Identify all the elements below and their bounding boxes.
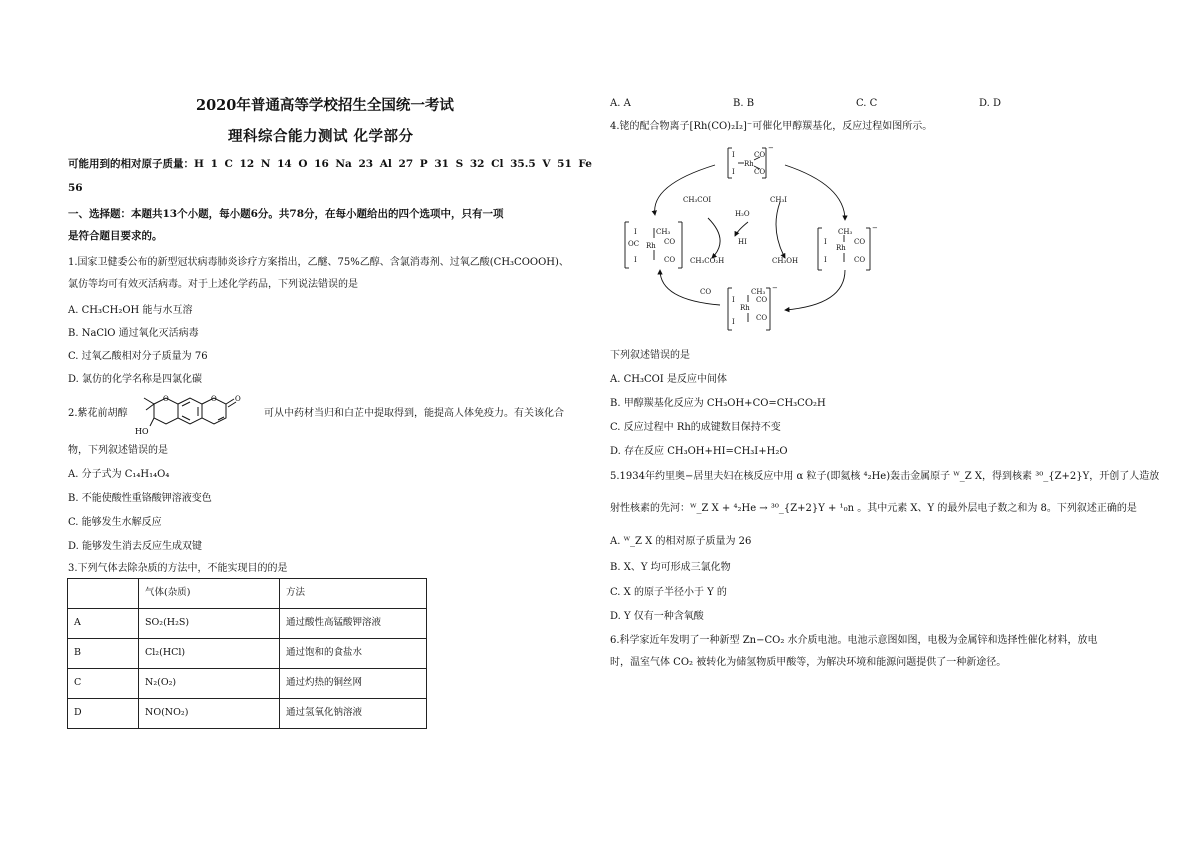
section-heading-line1: 一、选择题：本题共13个小题，每小题6分。共78分，在每小题给出的四个选项中，只有一项: [68, 208, 504, 220]
q3-answer-c: C. C: [856, 98, 878, 109]
catalytic-cycle-diagram: [620, 140, 880, 340]
table-row: [68, 699, 427, 729]
table-cell: C: [68, 669, 139, 699]
table-cell: NO(NO₂): [139, 699, 280, 729]
exam-subtitle: 理科综合能力测试 化学部分: [228, 128, 414, 145]
section-heading-line2: 是符合题目要求的。: [68, 230, 163, 242]
table-cell: 气体(杂质): [139, 579, 280, 609]
table-cell: D: [68, 699, 139, 729]
q5-option-c: C. X 的原子半径小于 Y 的: [610, 587, 727, 598]
carbonyl-ligand-label: CO: [754, 168, 766, 176]
table-cell: 通过灼热的铜丝网: [280, 669, 427, 699]
charge-label: −: [768, 144, 774, 152]
iodide-ligand-label: I: [824, 238, 827, 246]
q5-option-d: D. Y 仅有一种含氧酸: [610, 611, 704, 622]
ring-oxygen-label: O: [163, 395, 169, 403]
carbonyl-ligand-label: CO: [756, 314, 768, 322]
q2-option-b: B. 不能使酸性重铬酸钾溶液变色: [68, 493, 212, 504]
table-cell: SO₂(H₂S): [139, 609, 280, 639]
atomic-masses-line2: 56: [68, 182, 83, 194]
carbonyl-ligand-label: CO: [664, 256, 676, 264]
table-cell: B: [68, 639, 139, 669]
q2-option-a: A. 分子式为 C₁₄H₁₄O₄: [68, 469, 170, 480]
table-cell: A: [68, 609, 139, 639]
iodide-ligand-label: I: [732, 168, 735, 176]
table-row: [68, 669, 427, 699]
q5-stem-line1: 5.1934年约里奥−居里夫妇在核反应中用 α 粒子(即氦核 ⁴₂He)轰击金属原子 ᵂ_Z X，得到核素 ³⁰_{Z+2}Y，开创了人造放: [610, 471, 1160, 482]
exam-title: 2020年普通高等学校招生全国统一考试: [196, 97, 454, 114]
charge-label: −: [772, 284, 778, 292]
iodide-ligand-label: I: [732, 318, 735, 326]
table-cell: Cl₂(HCl): [139, 639, 280, 669]
carbonyl-ligand-label: CO: [754, 151, 766, 159]
rhodium-label: Rh: [836, 244, 846, 252]
q3-answer-d: D. D: [979, 98, 1002, 109]
q4-question-line: 下列叙述错误的是: [610, 350, 690, 361]
q6-stem-line1: 6.科学家近年发明了一种新型 Zn−CO₂ 水介质电池。电池示意图如图，电极为金属锌和选择性催化材料，放电: [610, 635, 1098, 646]
q1-option-d: D. 氯仿的化学名称是四氯化碳: [68, 374, 203, 385]
ch3-group-label: CH₃: [656, 228, 671, 236]
q4-stem: 4.铑的配合物离子[Rh(CO)₂I₂]⁻可催化甲醇羰基化，反应过程如图所示。: [610, 121, 933, 132]
q3-answer-a: A. A: [610, 98, 631, 109]
q3-answer-b: B. B: [733, 98, 755, 109]
q1-option-c: C. 过氧乙酸相对分子质量为 76: [68, 351, 208, 362]
table-header-row: [68, 579, 427, 609]
q2-option-c: C. 能够发生水解反应: [68, 517, 162, 528]
q5-stem-line2: 射性核素的先河：ᵂ_Z X + ⁴₂He → ³⁰_{Z+2}Y + ¹₀n 。其中元素 X、Y 的最外层电子数之和为 8。下列叙述正确的是: [610, 503, 1137, 514]
carbonyl-ligand-label: CO: [854, 256, 866, 264]
q2-stem-continued: 可从中药材当归和白芷中提取得到，能提高人体免疫力。有关该化合: [264, 408, 564, 419]
rhodium-label: Rh: [740, 304, 750, 312]
ch3coi-label: CH₃COI: [683, 196, 712, 204]
carbonyl-ligand-label: CO: [664, 238, 676, 246]
q4-option-a: A. CH₃COI 是反应中间体: [610, 374, 727, 385]
table-cell: 方法: [280, 579, 427, 609]
table-cell: 通过饱和的食盐水: [280, 639, 427, 669]
iodide-ligand-label: I: [634, 228, 637, 236]
carbonyl-ligand-label: CO: [756, 296, 768, 304]
q1-option-b: B. NaClO 通过氧化灭活病毒: [68, 328, 199, 339]
oc-ligand-label: OC: [628, 240, 640, 248]
table-cell: N₂(O₂): [139, 669, 280, 699]
q4-option-b: B. 甲醇羰基化反应为 CH₃OH+CO=CH₃CO₂H: [610, 398, 826, 409]
q2-stem-line2: 物，下列叙述错误的是: [68, 445, 168, 456]
q4-option-c: C. 反应过程中 Rh的成键数目保持不变: [610, 422, 781, 433]
iodide-ligand-label: I: [732, 296, 735, 304]
rhodium-label: Rh: [646, 242, 656, 250]
rhodium-label: Rh: [744, 160, 754, 168]
ch3co2h-label: CH₃CO₂H: [690, 257, 725, 265]
ch3i-label: CH₃I: [770, 196, 788, 204]
table-cell: 通过酸性高锰酸钾溶液: [280, 609, 427, 639]
q1-option-a: A. CH₃CH₂OH 能与水互溶: [68, 305, 193, 316]
atomic-masses-line1: 可能用到的相对原子质量：H 1 C 12 N 14 O 16 Na 23 Al 27 P 31 S 32 Cl 35.5 V 51 Fe: [68, 158, 592, 170]
iodide-ligand-label: I: [732, 151, 735, 159]
q3-stem: 3.下列气体去除杂质的方法中，不能实现目的的是: [68, 563, 288, 574]
hi-label: HI: [738, 238, 747, 246]
carbonyl-ligand-label: CO: [854, 238, 866, 246]
q2-stem-start: 2.紫花前胡醇: [68, 408, 128, 419]
q1-stem-line2: 氯仿等均可有效灭活病毒。对于上述化学药品，下列说法错误的是: [68, 279, 358, 290]
ch3oh-label: CH₃OH: [772, 257, 799, 265]
q2-option-d: D. 能够发生消去反应生成双键: [68, 541, 203, 552]
q5-option-b: B. X、Y 均可形成三氯化物: [610, 562, 731, 573]
table-row: [68, 609, 427, 639]
charge-label: −: [872, 224, 878, 232]
table-row: [68, 639, 427, 669]
table-cell: 通过氢氧化钠溶液: [280, 699, 427, 729]
q1-stem-line1: 1.国家卫健委公布的新型冠状病毒肺炎诊疗方案指出，乙醚、75%乙醇、含氯消毒剂、过氧乙酸(CH₃COOOH)、: [68, 257, 569, 268]
q4-option-d: D. 存在反应 CH₃OH+HI=CH₃I+H₂O: [610, 446, 788, 457]
coumarin-structure-image: [134, 390, 264, 438]
co-reactant-label: CO: [700, 288, 712, 296]
hydroxyl-label: HO: [135, 427, 149, 436]
ch3-group-label: CH₃: [838, 228, 853, 236]
q3-options-table: [67, 578, 427, 729]
lactone-oxygen-label: O: [211, 395, 217, 403]
q6-stem-line2: 时，温室气体 CO₂ 被转化为储氢物质甲酸等，为解决环境和能源问题提供了一种新途径。: [610, 657, 1007, 668]
water-label: H₂O: [735, 210, 750, 218]
table-cell: [68, 579, 139, 609]
q5-option-a: A. ᵂ_Z X 的相对原子质量为 26: [610, 536, 752, 547]
carbonyl-oxygen-label: O: [235, 395, 241, 403]
ch3-group-label: CH₃: [751, 288, 766, 296]
iodide-ligand-label: I: [634, 256, 637, 264]
iodide-ligand-label: I: [824, 256, 827, 264]
